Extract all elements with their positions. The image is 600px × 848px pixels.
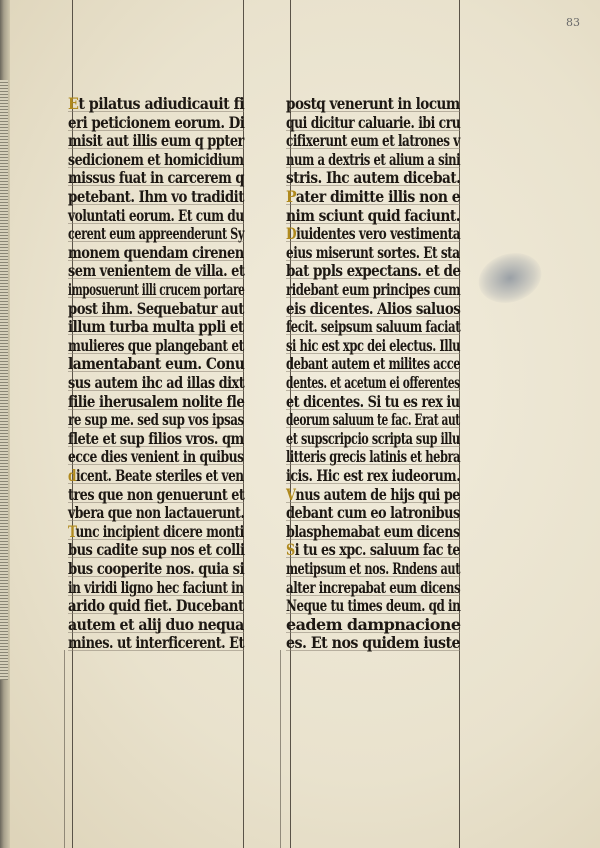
text-line: ecce dies venient in quibus [68,446,244,467]
text-line: blasphemabat eum dicens [286,520,460,541]
text-line: dentes. et acetum ei offerentes [286,372,460,392]
text-line: missus fuat in carcerem q [68,167,244,188]
text-line: nim sciunt quid faciunt. [286,204,461,225]
text-line: stris. Ihc autem dicebat. [286,167,461,188]
text-line: Diuidentes vero vestimenta [286,223,461,244]
ruling-line [280,650,281,848]
text-line: cifixerunt eum et latrones v [286,130,460,151]
text-line: qui dicitur caluarie. ibi cru [286,111,461,132]
text-line: dicent. Beate steriles et ven [68,465,244,485]
text-line: monem quendam cirenen [68,241,244,262]
text-line: Et pilatus adiudicauit fi [68,93,245,113]
text-line: es. Et nos quidem iuste [286,632,461,653]
text-line: bus cooperite nos. quia si [68,558,245,578]
page-stack-edge [0,80,8,680]
text-line: et supscripcio scripta sup illu [286,427,460,448]
text-line: tres que non genuerunt et [68,483,245,504]
text-line: sem venientem de villa. et [68,260,245,281]
text-column-left [68,94,248,654]
text-line: alter increpabat eum dicens [286,576,461,597]
text-line: mines. ut interficerent. Et [68,632,244,653]
text-line: et dicentes. Si tu es rex iu [286,390,460,411]
text-line: debant cum eo latronibus [286,502,460,523]
text-line: bus cadite sup nos et colli [68,539,245,560]
text-line: bat ppls expectans. et de [286,260,461,281]
ruling-line [64,650,65,848]
text-line: flete et sup filios vros. qm [68,427,244,448]
text-line: si hic est xpc dei electus. Illu [286,334,461,355]
text-line: sedicionem et homicidium [68,148,244,169]
text-line: eadem dampnacione [286,613,461,634]
text-line: Pater dimitte illis non e [286,186,461,206]
text-line: Neque tu times deum. qd in [286,595,461,616]
text-line: post ihm. Sequebatur aut [68,297,244,318]
text-line: eius miserunt sortes. Et sta [286,241,460,262]
text-column-right [286,94,464,654]
text-line: voluntati eorum. Et cum du [68,204,244,225]
text-line: eri peticionem eorum. Di [68,111,245,132]
text-line: illum turba multa ppli et [68,316,244,337]
text-line: eis dicentes. Alios saluos [286,297,461,318]
text-line: litteris grecis latinis et hebra [286,446,461,467]
text-line: debant autem et milites acce [286,353,461,374]
text-line: deorum saluum te fac. Erat aut [286,409,460,430]
text-line: petebant. Ihm vo tradidit [68,186,244,206]
text-line: postq venerunt in locum [286,93,460,113]
text-line: filie iherusalem nolite fle [68,390,245,411]
text-line: sus autem ihc ad illas dixt [68,372,245,392]
text-line: Vnus autem de hijs qui pe [286,483,460,504]
text-line: arido quid fiet. Ducebant [68,595,244,616]
text-line: num a dextris et alium a sini [286,148,461,169]
text-line: imposuerunt illi crucem portare [68,279,245,299]
text-line: cerent eum appreenderunt Sy [68,223,244,244]
text-line: Si tu es xpc. saluum fac te [286,539,460,560]
stain-mark [472,245,548,310]
folio-number: 83 [566,16,580,29]
text-line: metipsum et nos. Rndens aut [286,558,460,578]
text-line: vbera que non lactauerunt. [68,502,245,523]
text-line: mulieres que plangebant et [68,334,244,355]
text-line: fecit. seipsum saluum faciat [286,316,461,337]
text-line: lamentabant eum. Conu [68,353,245,374]
text-line: Tunc incipient dicere monti [68,520,244,541]
text-line: icis. Hic est rex iudeorum. [286,465,461,485]
text-line: re sup me. sed sup vos ipsas [68,409,244,430]
text-line: autem et alij duo nequa [68,613,244,634]
text-line: in viridi ligno hec faciunt in [68,576,244,597]
text-line: ridebant eum principes cum [286,279,461,299]
text-line: misit aut illis eum q ppter [68,130,244,151]
